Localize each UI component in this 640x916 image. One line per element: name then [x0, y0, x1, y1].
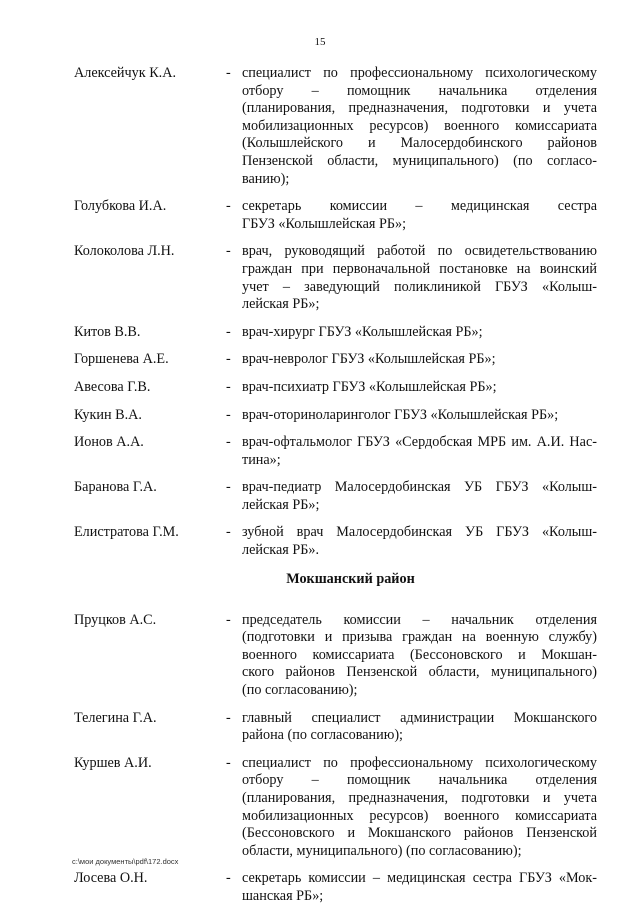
member-entry: [74, 612, 597, 700]
role-text-line: (подготовки и призыва граждан на военную службу): [242, 629, 597, 646]
role-text-line: (планирования, предназначения, подготовки и учета: [242, 100, 597, 117]
role-text-line: военного комиссариата (Бессоновского и Мокшан-: [242, 646, 597, 663]
dash-separator: -: [226, 870, 231, 887]
member-name: Телегина Г.А.: [74, 709, 157, 726]
role-text-line: врач-хирург ГБУЗ «Колышлейская РБ»;: [242, 323, 483, 340]
member-name: Ионов А.А.: [74, 434, 144, 451]
dash-separator: -: [226, 524, 231, 541]
role-text-line: мобилизационных ресурсов) военного комиссариата: [242, 807, 597, 824]
dash-separator: -: [226, 323, 231, 340]
member-entry: [74, 524, 597, 559]
role-text-line: врач, руководящий работой по освидетельствованию: [242, 243, 597, 260]
member-entry: [74, 407, 597, 425]
dash-separator: -: [226, 243, 231, 260]
member-role: [242, 755, 597, 861]
role-text-line: специалист по профессиональному психологическому: [242, 65, 597, 81]
member-entry: [74, 434, 597, 469]
member-entry: [74, 479, 597, 514]
member-name: Авесова Г.В.: [74, 378, 151, 395]
member-entry: [74, 65, 597, 188]
role-text-line: (Колышлейского и Малосердобинского районов: [242, 135, 597, 152]
member-entry: [74, 379, 597, 397]
member-role: [242, 434, 597, 469]
member-name: Алексейчук К.А.: [74, 65, 176, 81]
role-text-line: зубной врач Малосердобинская УБ ГБУЗ «Колыш-: [242, 524, 597, 541]
role-text-line: учет – заведующий поликлиникой ГБУЗ «Колыш-: [242, 278, 597, 295]
section-heading: Мокшанский район: [286, 570, 415, 587]
member-role: [242, 243, 597, 313]
role-text-line: ГБУЗ «Колышлейская РБ»;: [242, 215, 407, 232]
member-role: [242, 324, 597, 342]
role-text-line: (планирования, предназначения, подготовки и учета: [242, 790, 597, 806]
role-text-line: мобилизационных ресурсов) военного комиссариата: [242, 117, 597, 134]
member-role: [242, 479, 597, 514]
member-role: [242, 351, 597, 369]
member-name: Баранова Г.А.: [74, 479, 157, 496]
role-text-line: лейская РБ».: [242, 542, 319, 559]
role-text-line: отбору – помощник начальника отделения: [242, 772, 597, 789]
role-text-line: секретарь комиссии – медицинская сестра ГБУЗ «Мок-: [242, 870, 597, 887]
member-role: [242, 198, 597, 233]
member-role: [242, 524, 597, 559]
role-text-line: (Бессоновского и Мокшанского районов Пензенской: [242, 825, 597, 842]
role-text-line: лейская РБ»;: [242, 296, 320, 313]
role-text-line: ванию);: [242, 170, 290, 187]
dash-separator: -: [226, 198, 231, 215]
role-text-line: главный специалист администрации Мокшанского: [242, 709, 597, 726]
dash-separator: -: [226, 479, 231, 496]
role-text-line: ского районов Пензенской области, муниципального): [242, 664, 597, 681]
member-name: Куршев А.И.: [74, 754, 152, 771]
member-role: [242, 379, 597, 397]
document-body: [74, 65, 597, 916]
role-text-line: области, муниципального) (по согласованию);: [242, 842, 522, 859]
dash-separator: -: [226, 709, 231, 726]
role-text-line: врач-невролог ГБУЗ «Колышлейская РБ»;: [242, 351, 496, 368]
dash-separator: -: [226, 378, 231, 395]
member-role: [242, 710, 597, 745]
role-text-line: врач-педиатр Малосердобинская УБ ГБУЗ «Колыш-: [242, 479, 597, 496]
member-entry: [74, 755, 597, 861]
member-name: Елистратова Г.М.: [74, 524, 179, 541]
member-role: [242, 65, 597, 188]
role-text-line: отбору – помощник начальника отделения: [242, 82, 597, 99]
dash-separator: -: [226, 65, 231, 81]
member-name: Кукин В.А.: [74, 406, 142, 423]
role-text-line: шанская РБ»;: [242, 887, 324, 904]
dash-separator: -: [226, 434, 231, 451]
role-text-line: лейская РБ»;: [242, 496, 320, 513]
member-entry: [74, 324, 597, 342]
role-text-line: граждан при первоначальной постановке на воинский: [242, 260, 597, 277]
member-name: Горшенева А.Е.: [74, 351, 169, 368]
role-text-line: Пензенской области, муниципального) (по согласо-: [242, 152, 597, 169]
role-text-line: председатель комиссии – начальник отделения: [242, 611, 597, 628]
member-role: [242, 407, 597, 425]
dash-separator: -: [226, 406, 231, 423]
dash-separator: -: [226, 351, 231, 368]
member-role: [242, 870, 597, 905]
committee-list-kolyshley: [74, 65, 597, 560]
file-path-footer: c:\мои документы\pdf\172.docx: [72, 857, 179, 866]
dash-separator: -: [226, 754, 231, 771]
member-name: Лосева О.Н.: [74, 870, 148, 887]
role-text-line: секретарь комиссии – медицинская сестра: [242, 198, 597, 215]
role-text-line: тина»;: [242, 451, 281, 468]
role-text-line: (по согласованию);: [242, 682, 358, 699]
member-name: Голубкова И.А.: [74, 198, 167, 215]
member-name: Китов В.В.: [74, 323, 141, 340]
member-entry: [74, 351, 597, 369]
member-entry: [74, 198, 597, 233]
role-text-line: специалист по профессиональному психологическому: [242, 754, 597, 771]
role-text-line: врач-офтальмолог ГБУЗ «Сердобская МРБ им. А.И. Нас-: [242, 434, 597, 451]
role-text-line: врач-психиатр ГБУЗ «Колышлейская РБ»;: [242, 378, 497, 395]
member-entry: [74, 243, 597, 313]
member-role: [242, 612, 597, 700]
role-text-line: врач-оториноларинголог ГБУЗ «Колышлейская РБ»;: [242, 406, 559, 423]
member-entry: [74, 870, 597, 905]
page-number: 15: [314, 36, 326, 48]
role-text-line: района (по согласованию);: [242, 727, 403, 744]
member-name: Колоколова Л.Н.: [74, 243, 175, 260]
member-name: Пруцков А.С.: [74, 611, 157, 628]
member-entry: [74, 710, 597, 745]
dash-separator: -: [226, 611, 231, 628]
